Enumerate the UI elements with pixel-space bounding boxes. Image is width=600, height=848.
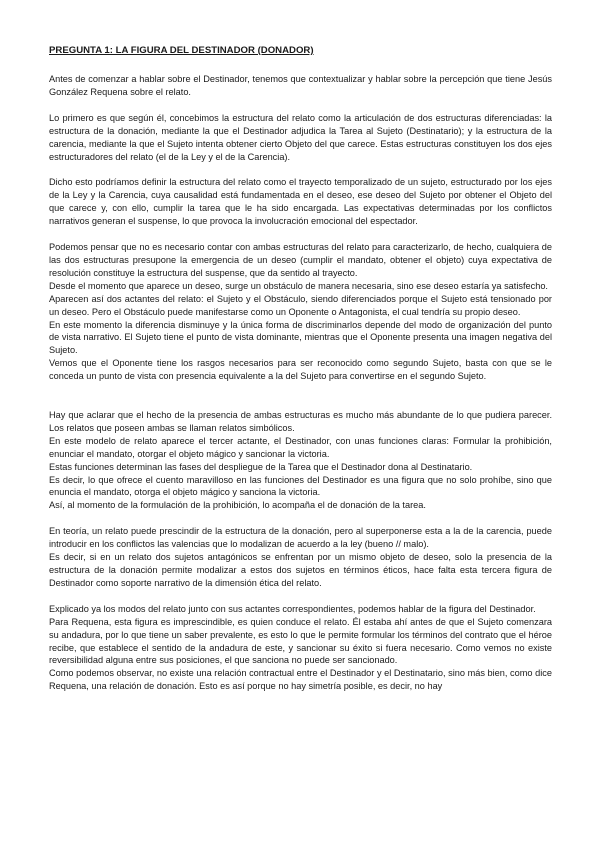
paragraph: Desde el momento que aparece un deseo, surge un obstáculo de manera necesaria, sino ese deseo estaría ya satisfecho. [49, 280, 548, 291]
paragraph: Es decir, si en un relato dos sujetos antagónicos se enfrentan por un mismo objeto de deseo, solo la presencia de la estructura de la donación permite modalizar a estos dos sujetos en términos éticos, hace falta esta tercera figura de Destinador como soporte narrativo de la dimensión ética del relato. [49, 552, 552, 588]
paragraph: Explicado ya los modos del relato junto con sus actantes correspondientes, podemos hablar de la figura del Destinador. [49, 603, 536, 614]
paragraph: Podemos pensar que no es necesario contar con ambas estructuras del relato para caracterizarlo, de hecho, cualquiera de las dos estructuras presupone la emergencia de un deseo (cumplir el mandato, obtener el objeto) cuya expectativa de resolución constituye la estructura del suspense, que da sentido al trayecto. [49, 242, 552, 278]
paragraph: Antes de comenzar a hablar sobre el Destinador, tenemos que contextualizar y hablar sobre la percepción que tiene Jesús González Requena sobre el relato. [49, 74, 552, 97]
document-title: PREGUNTA 1: LA FIGURA DEL DESTINADOR (DONADOR) [49, 45, 314, 56]
paragraph: Hay que aclarar que el hecho de la presencia de ambas estructuras es mucho más abundante de lo que pudiera parecer. Los relatos que poseen ambas se llaman relatos simbólicos. [49, 410, 552, 433]
paragraph: Es decir, lo que ofrece el cuento maravilloso en las funciones del Destinador es una figura que no solo prohíbe, sino que enuncia el mandato, otorga el objeto mágico y sanciona la victoria. [49, 474, 552, 498]
paragraph: Lo primero es que según él, concebimos la estructura del relato como la articulación de dos estructuras diferenciadas: la estructura de la donación, mediante la que el Destinador adjudica la Tarea al Sujeto (Destinatario); y la estructura de la carencia, mediante la que el Sujeto intenta obtener cierto Objeto del que carece. Estas estructuras constituyen los dos ejes estructuradores del relato (el de la Ley y el de la Carencia). [49, 112, 552, 162]
paragraph: Aparecen así dos actantes del relato: el Sujeto y el Obstáculo, siendo diferenciados porque el Sujeto está tensionado por un deseo. Pero el Obstáculo puede manifestarse como un Oponente o Antagonista, el cual tendría su propio deseo. [49, 293, 552, 317]
paragraph: Para Requena, esta figura es imprescindible, es quien conduce el relato. Él estaba ahí antes de que el Sujeto comenzara su andadura, por lo que tiene un saber prevalente, es esto lo que le permite formular los términos del contrato que el héroe recibe, que establece el sentido de la andadura de este, y sancionar su éxito si fuera necesario. Como vemos no existe reversibilidad alguna entre sus posiciones, el que sanciona no puede ser sancionado. [49, 616, 552, 666]
paragraph: En teoría, un relato puede prescindir de la estructura de la donación, pero al superponerse esta a la de la carencia, puede introducir en los conflictos las valencias que lo modalizan de acuerdo a la ley (bueno // malo). [49, 526, 552, 550]
paragraph: En este modelo de relato aparece el tercer actante, el Destinador, con unas funciones claras: Formular la prohibición, enunciar el mandato, otorgar el objeto mágico y sancionar la victoria. [49, 435, 552, 459]
paragraph: Así, al momento de la formulación de la prohibición, lo acompaña el de donación de la tarea. [49, 500, 426, 511]
paragraph: Dicho esto podríamos definir la estructura del relato como el trayecto temporalizado de un sujeto, estructurado por los ejes de la Ley y la Carencia, cuya causalidad está fundamentada en el deseo, ese deseo del Sujeto por obtener el Objeto del que carece y, con ello, cumplir la tarea que le ha sido encargada. Las expectativas determinadas por los conflictos narrativos generan el suspense, lo que provoca la involucración emocional del espectador. [49, 177, 552, 227]
paragraph: Vemos que el Oponente tiene los rasgos necesarios para ser reconocido como segundo Sujeto, basta con que se le conceda un punto de vista con presencia equivalente a la del Sujeto para convertirse en el segundo Sujeto. [49, 358, 552, 382]
paragraph: En este momento la diferencia disminuye y la única forma de discriminarlos depende del modo de organización del punto de vista narrativo. El Sujeto tiene el punto de vista dominante, mientras que el Oponente presenta una imagen negativa del Sujeto. [49, 319, 552, 356]
paragraph: Estas funciones determinan las fases del despliegue de la Tarea que el Destinador dona al Destinatario. [49, 461, 473, 472]
paragraph: Como podemos observar, no existe una relación contractual entre el Destinador y el Destinatario, sino más bien, como dice Requena, una relación de donación. Esto es así porque no hay simetría posible, es decir, no hay [49, 668, 552, 692]
document-page [49, 44, 552, 693]
